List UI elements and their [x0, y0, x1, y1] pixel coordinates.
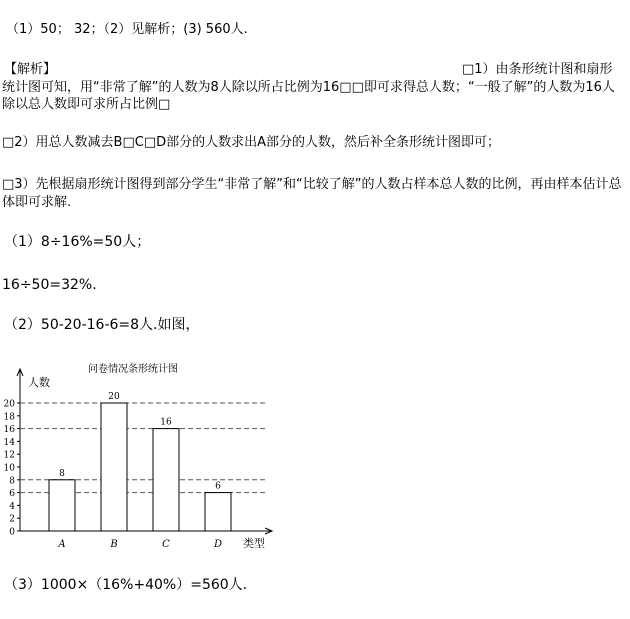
y-axis-label: 人数 [28, 376, 50, 389]
analysis-p1-right: □1）由条形统计图和扇形 [462, 62, 613, 77]
bar-value-C: 16 [160, 417, 172, 428]
solution-step1: （1）8÷16%=50人； [4, 234, 151, 250]
bar-A [49, 480, 75, 531]
analysis-p2: □2）用总人数减去B□C□D部分的人数求出A部分的人数，然后补全条形统计图即可； [2, 135, 501, 150]
x-axis-label: 类型 [243, 537, 265, 550]
y-tick-label-16: 16 [3, 425, 15, 436]
chart-title: 问卷情况条形统计图 [88, 364, 178, 375]
y-tick-label-6: 6 [9, 489, 15, 500]
y-tick-label-2: 2 [9, 514, 15, 525]
y-tick-label-10: 10 [3, 463, 15, 474]
bar-chart [0, 355, 300, 565]
y-tick-label-8: 8 [9, 476, 15, 487]
bar-C [153, 429, 179, 531]
analysis-p1-rest: 统计图可知，用“非常了解”的人数为8人除以所占比例为16□□即可求得总人数；“一般了解”的人数为16人除以总人数即可求所占比例□ [2, 80, 615, 112]
bar-value-A: 8 [59, 468, 65, 479]
bar-value-D: 6 [215, 481, 221, 492]
y-tick-label-4: 4 [9, 501, 15, 512]
category-label-D: D [213, 539, 223, 550]
category-label-B: B [110, 539, 118, 550]
y-tick-label-14: 14 [3, 437, 15, 448]
solution-step1b: 16÷50=32%. [2, 277, 97, 293]
bar-B [101, 403, 127, 531]
analysis-p3: □3）先根据扇形统计图得到部分学生“非常了解”和“比较了解”的人数占样本总人数的比例，再由样本估计总体即可求解. [2, 177, 622, 210]
analysis-heading: 【解析】 [4, 62, 57, 77]
y-tick-label-18: 18 [3, 412, 15, 423]
y-tick-label-12: 12 [3, 450, 15, 461]
category-label-C: C [162, 539, 170, 550]
solution-step3: （3）1000×（16%+40%）=560人. [4, 577, 248, 593]
solution-step2: （2）50-20-16-6=8人.如图， [4, 317, 200, 333]
bar-D [205, 493, 231, 531]
bar-value-B: 20 [108, 392, 120, 402]
category-label-A: A [58, 539, 66, 550]
y-tick-label-20: 20 [3, 399, 15, 410]
y-tick-label-0: 0 [9, 527, 15, 538]
answer-line: （1）50； 32；（2）见解析；(3) 560人. [6, 22, 248, 37]
